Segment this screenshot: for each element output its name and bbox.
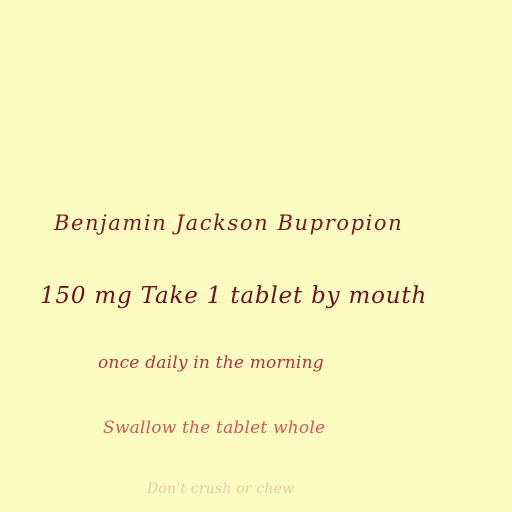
swallow-instruction-line: Swallow the tablet whole: [103, 418, 326, 438]
dose-instruction-line: 150 mg Take 1 tablet by mouth: [40, 283, 428, 309]
warning-line: Don't crush or chew: [147, 481, 295, 497]
frequency-line: once daily in the morning: [98, 353, 324, 373]
patient-drug-line: Benjamin Jackson Bupropion: [54, 211, 404, 235]
